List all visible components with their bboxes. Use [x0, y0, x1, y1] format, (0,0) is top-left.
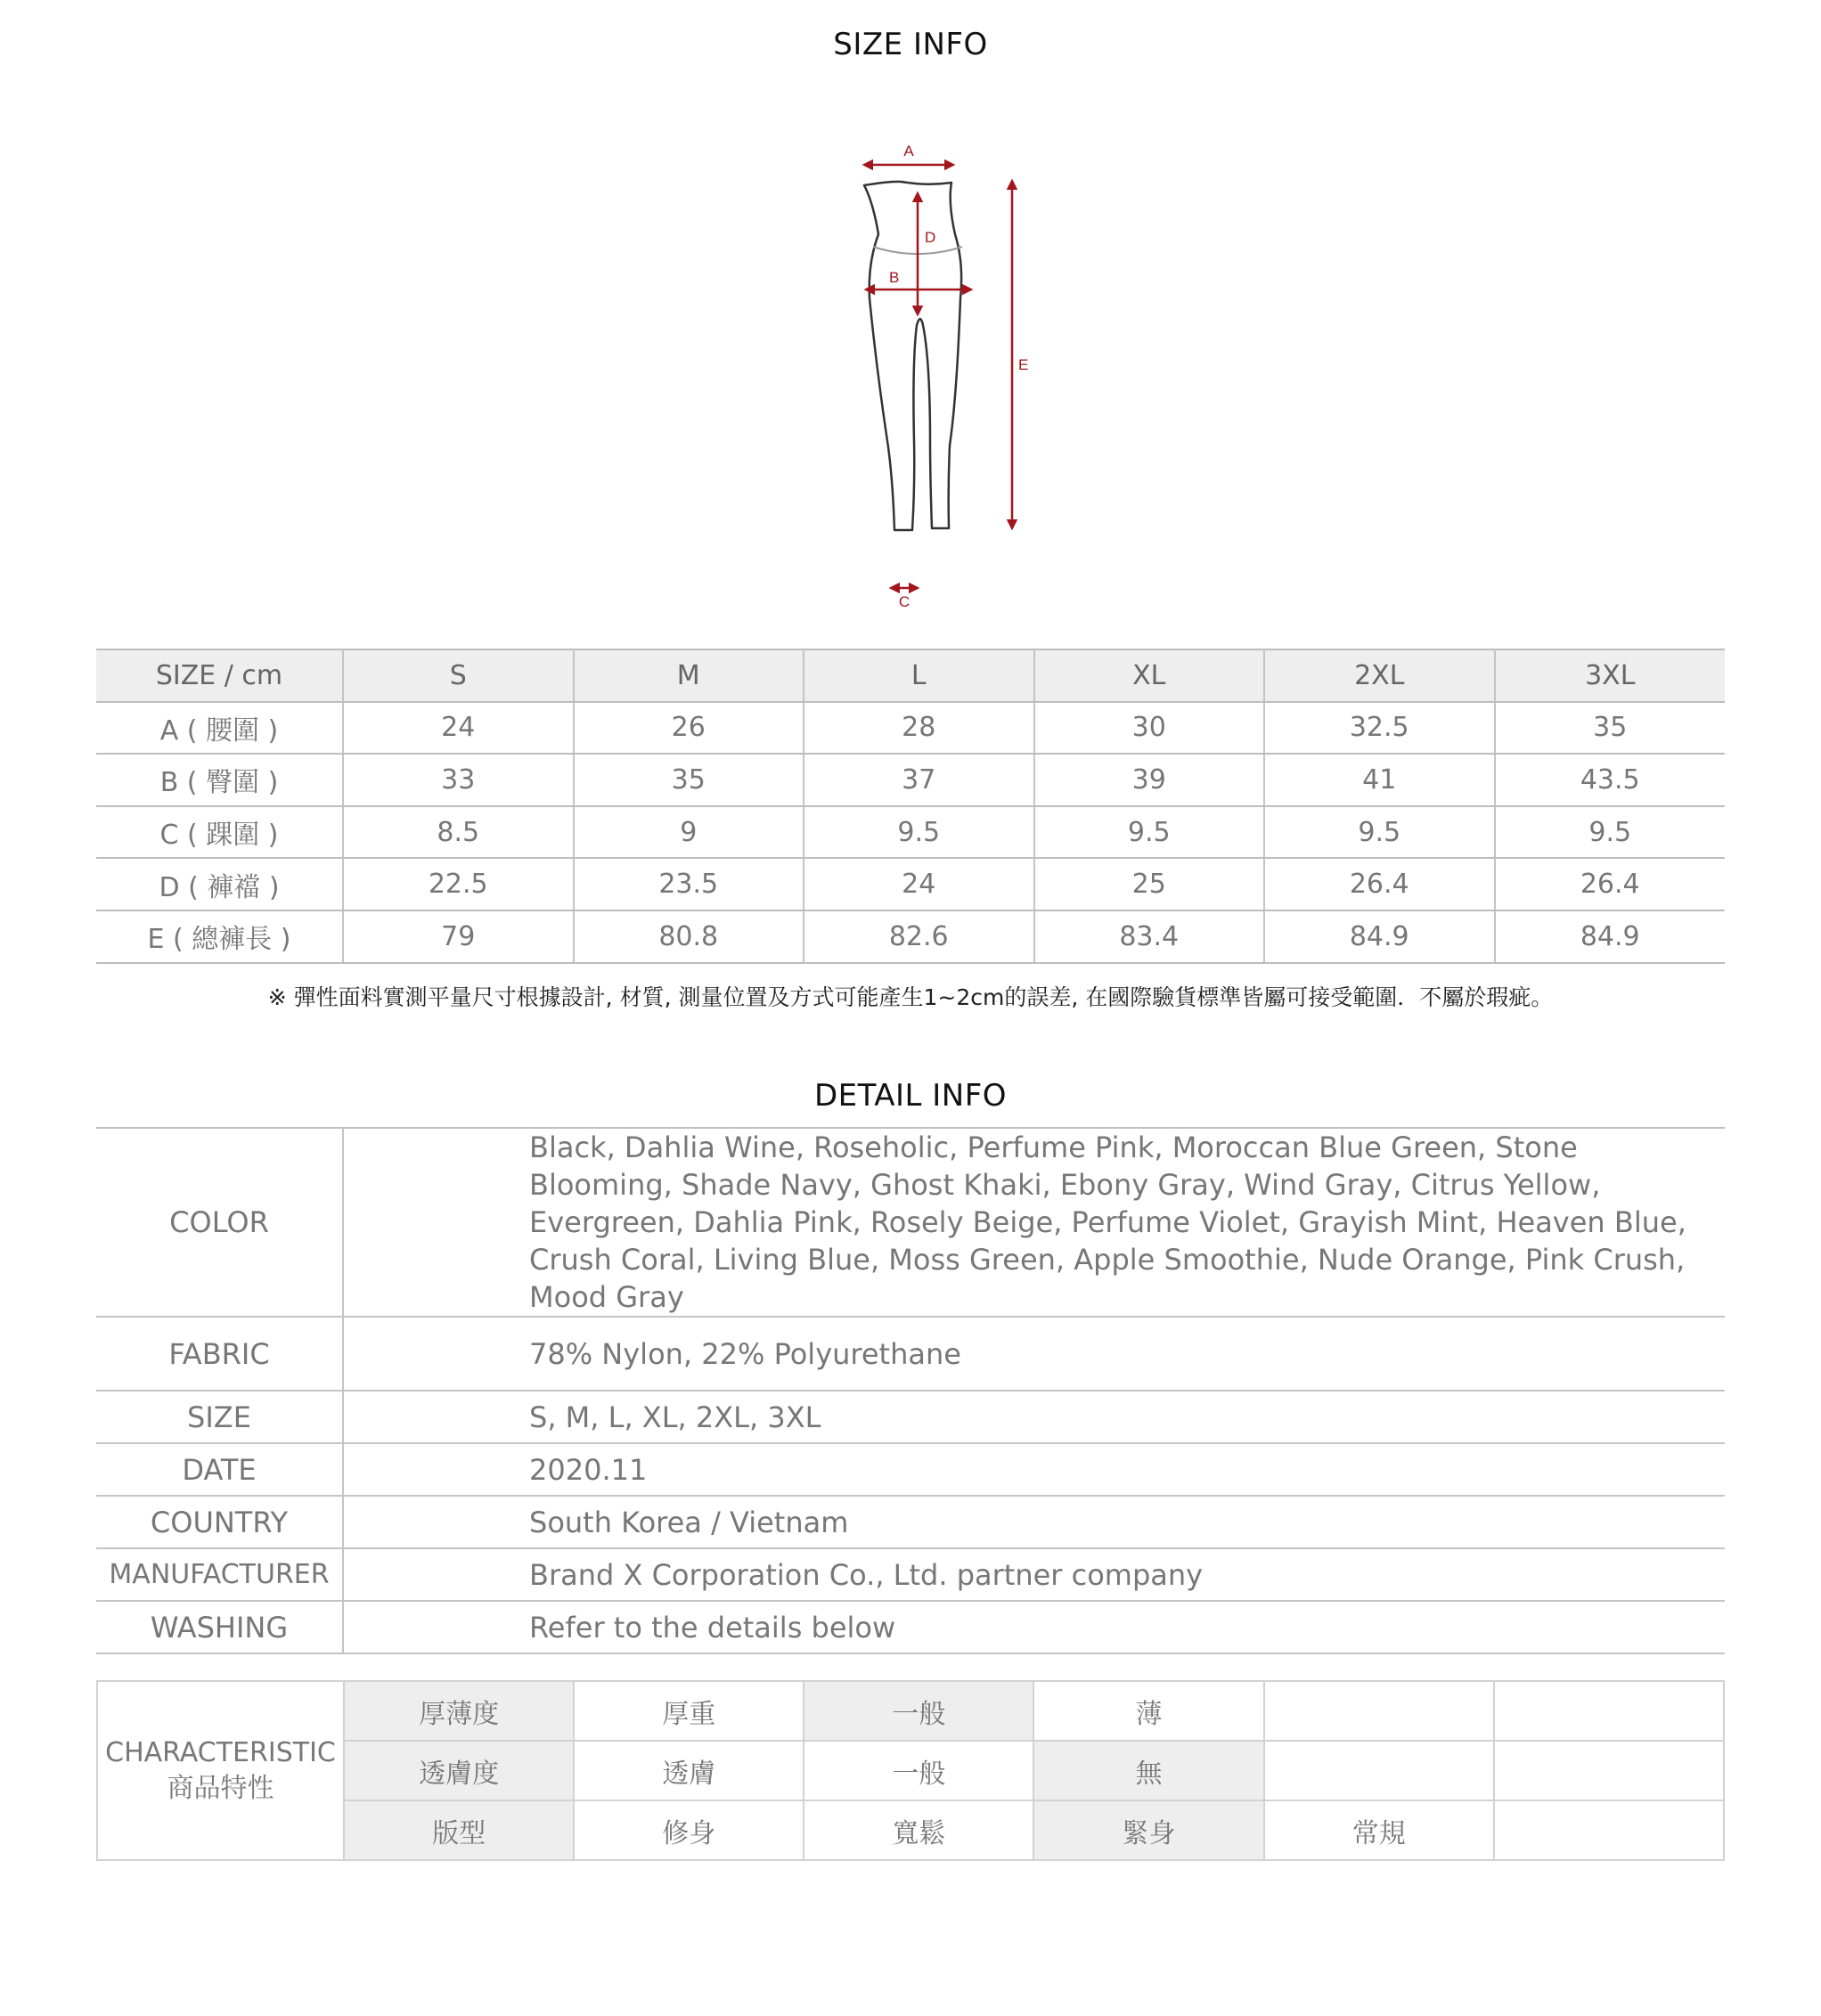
- leggings-outline: [864, 182, 961, 530]
- row-label: C ( 踝圍 ): [96, 806, 343, 859]
- table-cell: 84.9: [1264, 910, 1495, 963]
- characteristic-row: [97, 1681, 1724, 1741]
- size-tolerance-note: ※ 彈性面料實測平量尺寸根據設計, 材質, 測量位置及方式可能產生1~2cm的誤差, 在國際驗貨標準皆屬可接受範圍．不屬於瑕疵。: [267, 984, 1554, 1010]
- characteristic-category: 厚薄度: [344, 1681, 574, 1741]
- table-row: [96, 702, 1725, 755]
- table-cell: 28: [804, 702, 1034, 755]
- detail-value: Black, Dahlia Wine, Roseholic, Perfume Pink, Moroccan Blue Green, Stone Blooming, Shade Navy, Ghost Khaki, Ebony Gray, Wind Gray, Citrus Yellow, Evergreen, Dahlia Pink, Rosely Beige, Perfume Violet, Grayish Mint, Heaven Blue, Crush Coral, Living Blue, Moss Green, Apple Smoothie, Nude Orange, Pink Crush, Mood Gray: [343, 1128, 1725, 1317]
- table-cell: 22.5: [343, 858, 574, 910]
- column-header: XL: [1034, 649, 1265, 702]
- table-cell: 9.5: [1264, 806, 1495, 859]
- label-d: D: [925, 229, 936, 246]
- table-cell: 83.4: [1034, 910, 1265, 963]
- detail-row-date: [96, 1443, 1725, 1496]
- detail-label: COLOR: [96, 1128, 343, 1317]
- table-cell: 9.5: [804, 806, 1034, 859]
- characteristic-option: [1494, 1800, 1724, 1860]
- column-header: 3XL: [1495, 649, 1726, 702]
- table-row: [96, 858, 1725, 910]
- table-cell: 30: [1034, 702, 1265, 755]
- characteristic-label-en: CHARACTERISTIC: [105, 1736, 336, 1768]
- detail-row-size: [96, 1391, 1725, 1443]
- column-header: SIZE / cm: [96, 649, 343, 702]
- characteristic-category: 透膚度: [344, 1741, 574, 1800]
- detail-label: SIZE: [96, 1391, 343, 1443]
- detail-label: DATE: [96, 1443, 343, 1496]
- size-table-header: [96, 649, 1725, 702]
- row-label: E ( 總褲長 ): [96, 910, 343, 963]
- detail-label: MANUFACTURER: [96, 1548, 343, 1601]
- column-header: 2XL: [1264, 649, 1495, 702]
- table-cell: 26.4: [1264, 858, 1495, 910]
- table-cell: 9: [574, 806, 804, 859]
- characteristic-option: 常規: [1264, 1800, 1494, 1860]
- detail-row-country: [96, 1496, 1725, 1548]
- characteristic-option: [1494, 1741, 1724, 1800]
- characteristic-option: 厚重: [574, 1681, 804, 1741]
- table-cell: 43.5: [1495, 754, 1726, 806]
- table-cell: 23.5: [574, 858, 804, 910]
- characteristic-option: 薄: [1033, 1681, 1263, 1741]
- characteristic-option-selected: 緊身: [1033, 1800, 1263, 1860]
- table-cell: 39: [1034, 754, 1265, 806]
- characteristic-table: [96, 1680, 1725, 1861]
- table-cell: 9.5: [1495, 806, 1726, 859]
- size-table: [96, 649, 1725, 964]
- characteristic-option: 修身: [574, 1800, 804, 1860]
- characteristic-option-selected: 一般: [804, 1681, 1033, 1741]
- characteristic-label-zh: 商品特性: [167, 1772, 274, 1804]
- table-cell: 37: [804, 754, 1034, 806]
- table-cell: 84.9: [1495, 910, 1726, 963]
- row-label: B ( 臀圍 ): [96, 754, 343, 806]
- table-cell: 41: [1264, 754, 1495, 806]
- characteristic-option-selected: 無: [1033, 1741, 1263, 1800]
- table-cell: 24: [804, 858, 1034, 910]
- characteristic-option: 透膚: [574, 1741, 804, 1800]
- table-cell: 35: [574, 754, 804, 806]
- characteristic-label: [97, 1681, 344, 1860]
- detail-row-manufacturer: [96, 1548, 1725, 1601]
- table-cell: 82.6: [804, 910, 1034, 963]
- leggings-measurement-diagram: [837, 138, 1051, 619]
- detail-row-color: [96, 1128, 1725, 1317]
- column-header: L: [804, 649, 1034, 702]
- detail-label: COUNTRY: [96, 1496, 343, 1548]
- table-cell: 35: [1495, 702, 1726, 755]
- detail-row-fabric: [96, 1317, 1725, 1391]
- row-label: A ( 腰圍 ): [96, 702, 343, 755]
- characteristic-option: 一般: [804, 1741, 1033, 1800]
- label-b: B: [889, 269, 900, 286]
- table-cell: 26: [574, 702, 804, 755]
- table-row: [96, 754, 1725, 806]
- table-row: [96, 806, 1725, 859]
- label-e: E: [1018, 356, 1029, 373]
- table-row: [96, 910, 1725, 963]
- characteristic-option: 寬鬆: [804, 1800, 1033, 1860]
- table-cell: 8.5: [343, 806, 574, 859]
- detail-value: South Korea / Vietnam: [343, 1496, 1725, 1548]
- detail-label: FABRIC: [96, 1317, 343, 1391]
- row-label: D ( 褲襠 ): [96, 858, 343, 910]
- table-cell: 80.8: [574, 910, 804, 963]
- table-cell: 24: [343, 702, 574, 755]
- detail-value: Brand X Corporation Co., Ltd. partner company: [343, 1548, 1725, 1601]
- table-cell: 26.4: [1495, 858, 1726, 910]
- detail-info-title: DETAIL INFO: [813, 1078, 1008, 1114]
- label-a: A: [903, 143, 914, 159]
- detail-value: S, M, L, XL, 2XL, 3XL: [343, 1391, 1725, 1443]
- table-cell: 25: [1034, 858, 1265, 910]
- detail-value: 2020.11: [343, 1443, 1725, 1496]
- characteristic-option: [1494, 1681, 1724, 1741]
- column-header: S: [343, 649, 574, 702]
- table-cell: 9.5: [1034, 806, 1265, 859]
- column-header: M: [574, 649, 804, 702]
- table-cell: 33: [343, 754, 574, 806]
- table-cell: 79: [343, 910, 574, 963]
- table-cell: 32.5: [1264, 702, 1495, 755]
- label-c: C: [898, 593, 910, 610]
- characteristic-category: 版型: [344, 1800, 574, 1860]
- detail-value: Refer to the details below: [343, 1601, 1725, 1653]
- characteristic-option: [1264, 1681, 1494, 1741]
- detail-value: 78% Nylon, 22% Polyurethane: [343, 1317, 1725, 1391]
- detail-label: WASHING: [96, 1601, 343, 1653]
- characteristic-option: [1264, 1741, 1494, 1800]
- detail-table: [96, 1127, 1725, 1654]
- detail-row-washing: [96, 1601, 1725, 1653]
- size-info-title: SIZE INFO: [833, 27, 988, 62]
